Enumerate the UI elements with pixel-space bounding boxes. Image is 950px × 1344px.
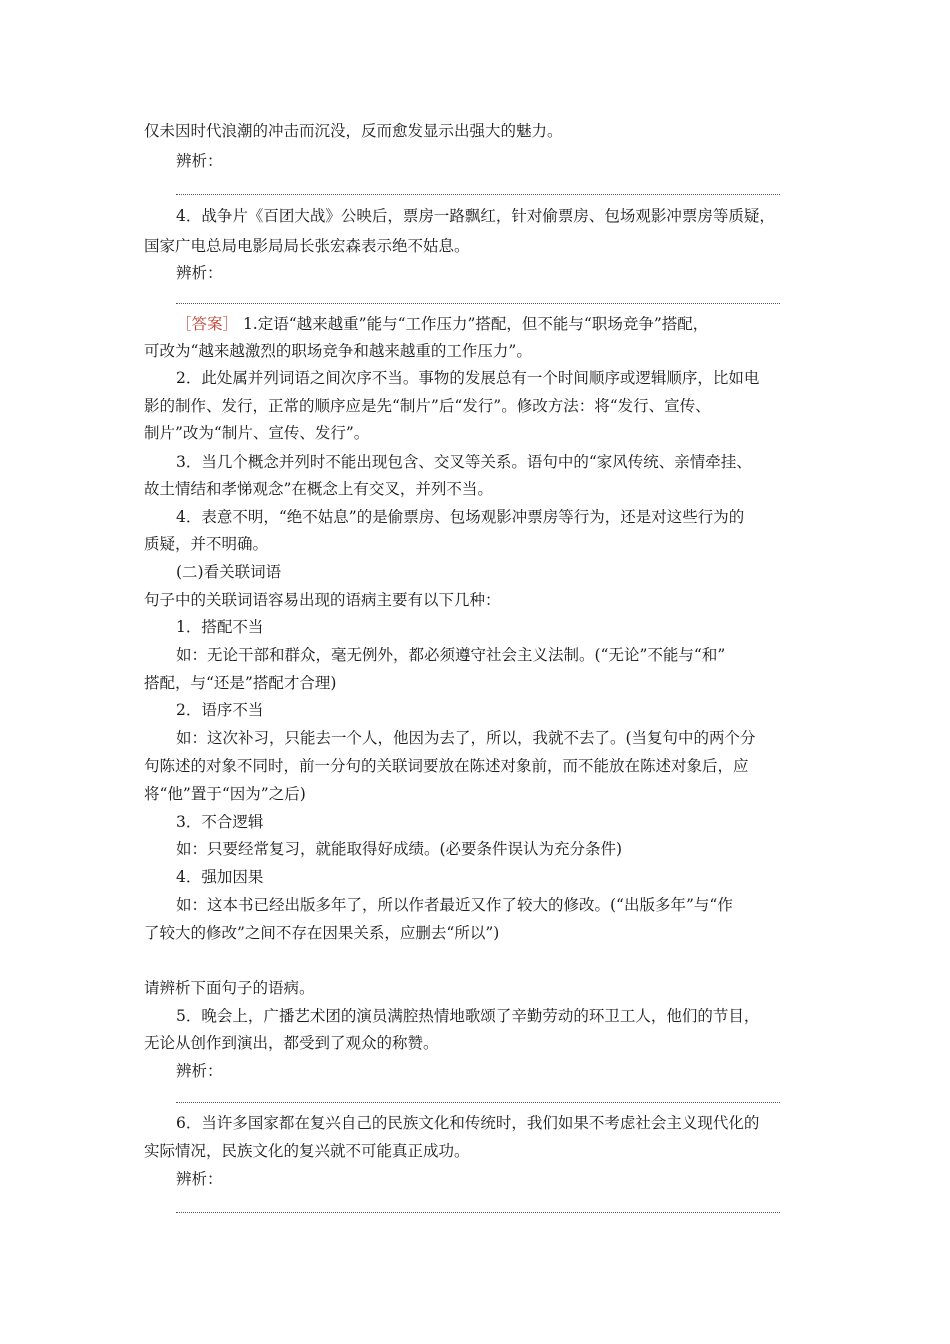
- question-6-line: 实际情况，民族文化的复兴就不可能真正成功。: [144, 1142, 470, 1160]
- question-5-line: 5．晚会上，广播艺术团的演员满腔热情地歌颂了辛勤劳动的环卫工人，他们的节目，: [176, 1007, 760, 1025]
- answer-blank-line[interactable]: [176, 194, 780, 195]
- analysis-label: 辨析：: [176, 152, 223, 170]
- paragraph-line: 仅未因时代浪潮的冲击而沉没，反而愈发显示出强大的魅力。: [144, 122, 563, 140]
- answer-1-text: 1.定语“越来越重”能与“工作压力”搭配，但不能与“职场竞争”搭配，: [238, 315, 709, 333]
- item-title: 3．不合逻辑: [176, 813, 264, 831]
- section-intro: 句子中的关联词语容易出现的语病主要有以下几种：: [144, 591, 501, 609]
- example-line: 如：这本书已经出版多年了，所以作者最近又作了较大的修改。(“出版多年”与“作: [176, 896, 733, 914]
- item-title: 2．语序不当: [176, 701, 264, 719]
- answer-2-line: 影的制作、发行，正常的顺序应是先“制片”后“发行”。修改方法：将“发行、宣传、: [144, 397, 711, 415]
- example-line: 句陈述的对象不同时，前一分句的关联词要放在陈述对象前，而不能放在陈述对象后，应: [144, 757, 749, 775]
- answer-2-line: 2．此处属并列词语之间次序不当。事物的发展总有一个时间顺序或逻辑顺序，比如电: [176, 369, 760, 387]
- question-4-line: 4．战争片《百团大战》公映后，票房一路飘红，针对偷票房、包场观影冲票房等质疑，: [176, 207, 775, 225]
- answer-4-line: 质疑，并不明确。: [144, 535, 269, 553]
- answer-blank-line[interactable]: [176, 1102, 780, 1103]
- answer-tag: ［答案］: [176, 315, 239, 333]
- answer-blank-line[interactable]: [176, 1212, 780, 1213]
- example-line: 如：只要经常复习，就能取得好成绩。(必要条件误认为充分条件): [176, 840, 623, 858]
- answer-3-line: 3．当几个概念并列时不能出现包含、交叉等关系。语句中的“家风传统、亲情牵挂、: [176, 453, 752, 471]
- answer-4-line: 4．表意不明，“绝不姑息”的是偷票房、包场观影冲票房等行为，还是对这些行为的: [176, 508, 745, 526]
- answer-1-line: [176, 314, 708, 334]
- section-heading: (二)看关联词语: [176, 563, 282, 581]
- question-6-line: 6．当许多国家都在复兴自己的民族文化和传统时，我们如果不考虑社会主义现代化的: [176, 1114, 760, 1132]
- question-4-line: 国家广电总局电影局局长张宏森表示绝不姑息。: [144, 237, 470, 255]
- item-title: 4．强加因果: [176, 868, 264, 886]
- answer-3-line: 故土情结和孝悌观念”在概念上有交叉，并列不当。: [144, 480, 493, 498]
- example-line: 如：无论干部和群众，毫无例外，都必须遵守社会主义法制。(“无论”不能与“和”: [176, 646, 726, 664]
- exercise-prompt: 请辨析下面句子的语病。: [144, 979, 315, 997]
- example-line: 搭配，与“还是”搭配才合理): [144, 674, 337, 692]
- analysis-label: 辨析：: [176, 1170, 223, 1188]
- answer-1-line: 可改为“越来越激烈的职场竞争和越来越重的工作压力”。: [144, 342, 532, 360]
- example-line: 将“他”置于“因为”之后): [144, 785, 306, 803]
- analysis-label: 辨析：: [176, 1062, 223, 1080]
- analysis-label: 辨析：: [176, 264, 223, 282]
- example-line: 了较大的修改”之间不存在因果关系，应删去“所以”): [144, 924, 500, 942]
- question-5-line: 无论从创作到演出，都受到了观众的称赞。: [144, 1034, 439, 1052]
- answer-2-line: 制片”改为“制片、宣传、发行”。: [144, 424, 370, 442]
- answer-blank-line[interactable]: [176, 303, 780, 304]
- item-title: 1．搭配不当: [176, 618, 264, 636]
- example-line: 如：这次补习，只能去一个人，他因为去了，所以，我就不去了。(当复句中的两个分: [176, 729, 756, 747]
